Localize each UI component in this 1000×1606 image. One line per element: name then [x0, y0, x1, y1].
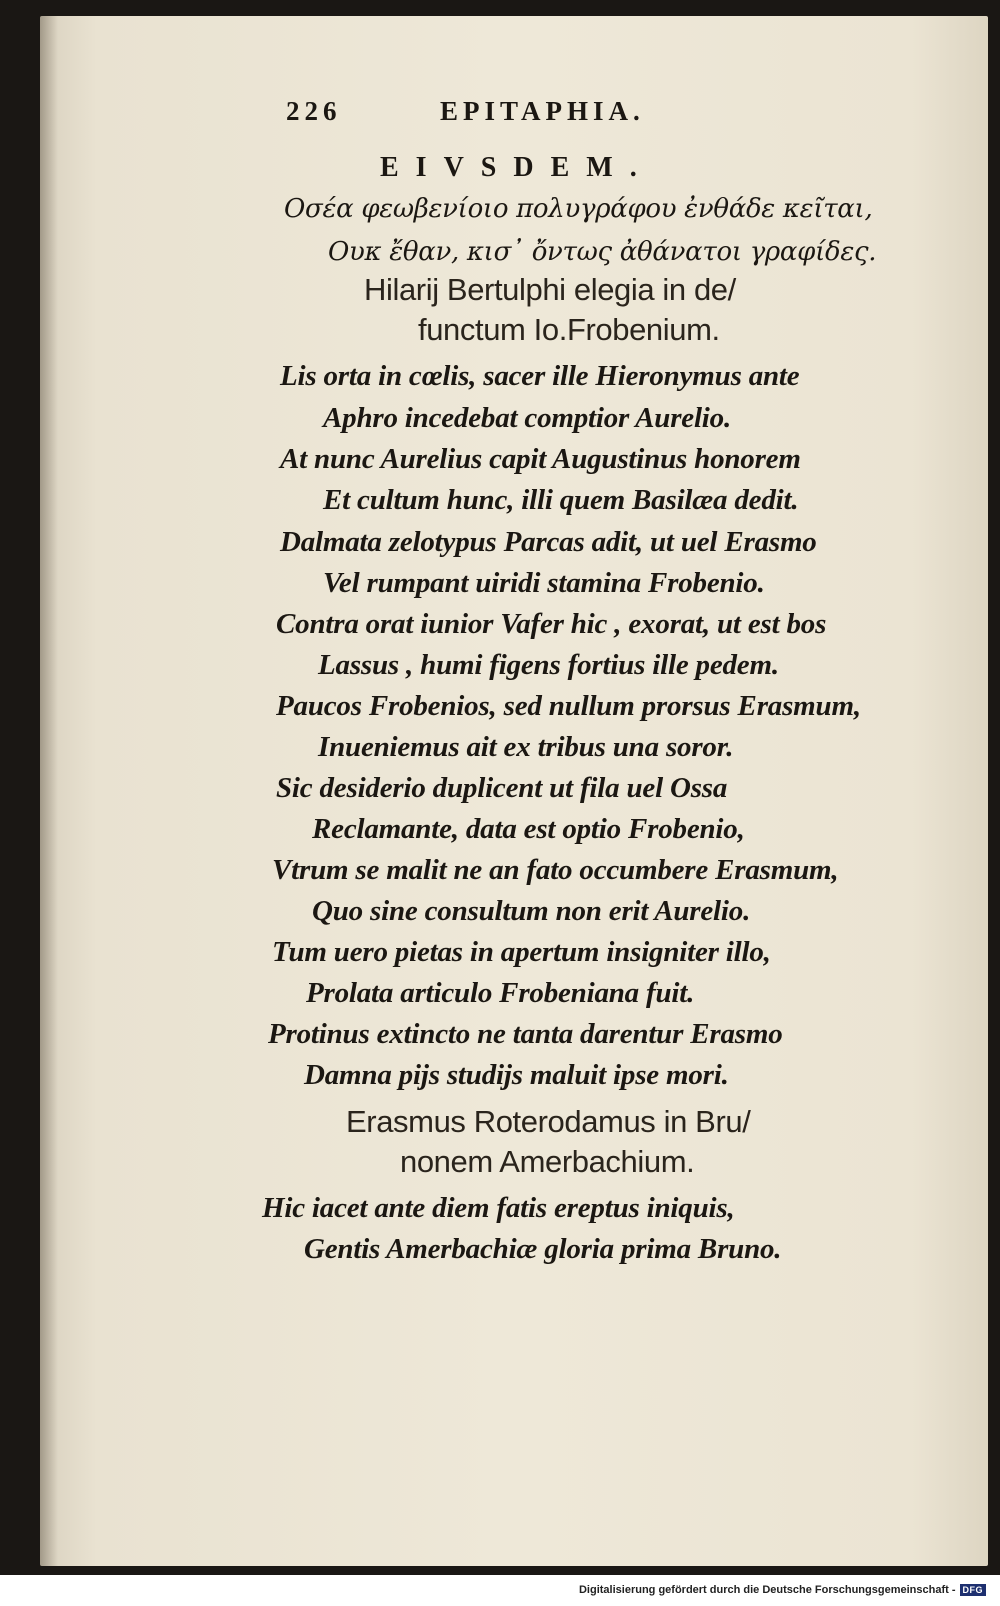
credit-text: Digitalisierung gefördert durch die Deutsche Forschungsgemeinschaft -: [578, 1584, 956, 1596]
poem-line: Quo sine consultum non erit Aurelio.: [312, 895, 751, 927]
poem-line: Tum uero pietas in apertum insigniter illo,: [272, 936, 771, 968]
gutter-shadow: [40, 16, 58, 1566]
bertulph-title-line-2: functum Io.Frobenium.: [418, 312, 720, 347]
poem-line: Aphro incedebat comptior Aurelio.: [323, 402, 732, 434]
poem-line: Vel rumpant uiridi stamina Frobenio.: [323, 567, 765, 599]
eiusdem-heading: EIVSDEM.: [380, 152, 654, 183]
epitaph-line: Hic iacet ante diem fatis ereptus iniquis,: [262, 1192, 735, 1224]
poem-line: At nunc Aurelius capit Augustinus honorem: [280, 443, 801, 475]
poem-line: Damna pijs studijs maluit ipse mori.: [304, 1059, 729, 1091]
erasmus-title-line-2: nonem Amerbachium.: [400, 1144, 695, 1179]
digitization-credit: [579, 1584, 986, 1596]
running-head: EPITAPHIA.: [440, 96, 645, 126]
poem-line: Inueniemus ait ex tribus una soror.: [318, 731, 734, 763]
bertulph-title-line-1: Hilarij Bertulphi elegia in de/: [364, 272, 736, 307]
poem-line: Reclamante, data est optio Frobenio,: [312, 813, 745, 845]
poem-line: Prolata articulo Frobeniana fuit.: [306, 977, 695, 1009]
poem-line: Contra orat iunior Vafer hic , exorat, ut est bos: [276, 608, 827, 640]
greek-line-2: Ουκ ἔθαν, κισ᾽ ὄντως ἀθάνατοι γραφίδες.: [328, 237, 877, 267]
poem-line: Protinus extincto ne tanta darentur Erasmo: [268, 1018, 783, 1050]
poem-line: Vtrum se malit ne an fato occumbere Erasmum,: [272, 854, 839, 886]
poem-line: Et cultum hunc, illi quem Basilæa dedit.: [323, 484, 799, 516]
poem-line: Paucos Frobenios, sed nullum prorsus Erasmum,: [276, 690, 861, 722]
poem-line: Lassus , humi figens fortius ille pedem.: [318, 649, 779, 681]
poem-line: Sic desiderio duplicent ut fila uel Ossa: [276, 772, 728, 804]
greek-line-1: Οσέα φεωβενίοιο πολυγράφου ἐνθάδε κεῖται,: [284, 194, 873, 224]
erasmus-title-line-1: Erasmus Roterodamus in Bru/: [346, 1104, 751, 1139]
poem-line: Dalmata zelotypus Parcas adit, ut uel Erasmo: [280, 526, 817, 558]
dfg-logo-icon: DFG: [960, 1584, 987, 1596]
poem-line: Lis orta in cœlis, sacer ille Hieronymus ante: [280, 360, 800, 392]
epitaph-line: Gentis Amerbachiæ gloria prima Bruno.: [304, 1233, 782, 1265]
page-number: 226: [286, 96, 342, 126]
